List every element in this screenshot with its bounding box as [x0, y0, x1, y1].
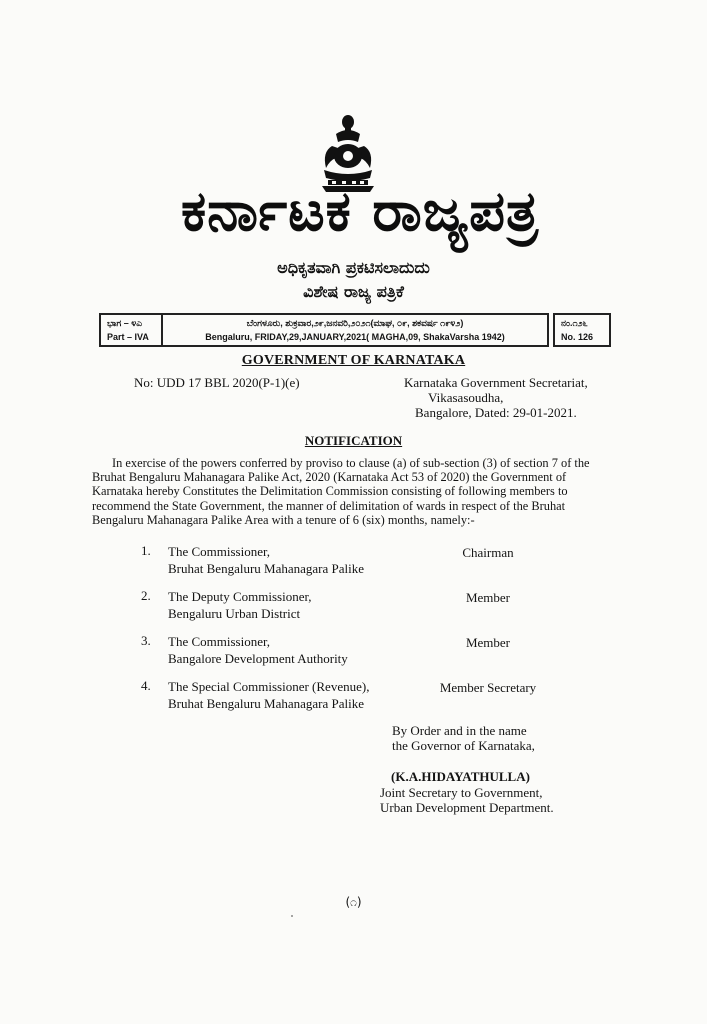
issue-number-kannada: ನಂ.೧೨೬	[561, 318, 588, 328]
member-role: Chairman	[462, 545, 514, 560]
member-line: Bruhat Bengaluru Mahanagara Palike	[168, 561, 365, 576]
signatory-name: (K.A.HIDAYATHULLA)	[391, 769, 530, 784]
address-line: Karnataka Government Secretariat,	[404, 375, 588, 390]
designation-line: Urban Development Department.	[380, 800, 554, 815]
issuing-address	[404, 375, 588, 420]
date-english: Bengaluru, FRIDAY,29,JANUARY,2021( MAGHA,09, ShakaVarsha 1942)	[205, 332, 505, 342]
order-authority	[392, 723, 535, 753]
paragraph-line: recommend the State Government, the manner of delimitation of wards in respect of the Bruhat	[92, 498, 566, 513]
paragraph-line: In exercise of the powers conferred by proviso to clause (a) of sub-section (3) of section 7 of the	[112, 456, 590, 470]
part-english: Part – IVA	[107, 332, 149, 342]
notification-paragraph	[92, 456, 608, 527]
member-role: Member	[465, 590, 511, 605]
gazette-masthead: ಕರ್ನಾಟಕ ರಾಜ್ಯಪತ್ರ	[180, 179, 540, 244]
member-line: The Commissioner,	[168, 634, 271, 649]
date-kannada: ಬೆಂಗಳೂರು, ಶುಕ್ರವಾರ,೨೯,ಜನವರಿ,೨೦೨೧(ಮಾಘ, ೦೯, ಶಕವರ್ಷ ೧೯೪೨)	[246, 318, 464, 328]
member-line: The Special Commissioner (Revenue),	[168, 679, 370, 694]
issue-number-english: No. 126	[561, 332, 594, 342]
order-line: the Governor of Karnataka,	[392, 738, 535, 753]
order-line: By Order and in the name	[392, 723, 527, 738]
member-designation	[168, 588, 312, 622]
address-line: Vikasasoudha,	[428, 390, 504, 405]
member-number: 1.	[141, 543, 151, 558]
government-heading: GOVERNMENT OF KARNATAKA	[241, 353, 466, 368]
member-line: Bruhat Bengaluru Mahanagara Palike	[168, 696, 365, 711]
paragraph-line: Bruhat Bengaluru Mahanagara Palike Act, 2020 (Karnataka Act 53 of 2020) the Government of	[92, 470, 567, 485]
member-number: 2.	[141, 588, 151, 603]
issue-number-box	[553, 313, 611, 347]
speck	[291, 915, 293, 917]
signatory-designation	[380, 785, 554, 815]
gazette-subtitle-published: ಅಧಿಕೃತವಾಗಿ ಪ್ರಕಟಿಸಲಾದುದು	[277, 258, 430, 277]
date-box	[163, 313, 549, 347]
page-number: (೧)	[345, 895, 362, 909]
member-number: 3.	[141, 633, 151, 648]
member-line: Bengaluru Urban District	[168, 606, 301, 621]
member-line: Bangalore Development Authority	[168, 651, 348, 666]
member-role: Member Secretary	[439, 680, 537, 695]
order-number: No: UDD 17 BBL 2020(P-1)(e)	[134, 375, 300, 390]
address-line: Bangalore, Dated: 29-01-2021.	[415, 405, 577, 420]
part-box	[99, 313, 163, 347]
paragraph-line: Karnataka hereby Constitutes the Delimitation Commission consisting of following members to	[92, 484, 568, 499]
member-role: Member	[465, 635, 511, 650]
paragraph-line: Bengaluru Mahanagara Palike Area with a tenure of 6 (six) months, namely:-	[92, 512, 475, 527]
notification-title: NOTIFICATION	[304, 433, 403, 448]
member-number: 4.	[141, 678, 151, 693]
designation-line: Joint Secretary to Government,	[380, 785, 543, 800]
member-designation	[168, 633, 348, 667]
member-line: The Deputy Commissioner,	[168, 589, 312, 604]
part-kannada: ಭಾಗ – ೪ಎ	[107, 318, 143, 328]
member-designation	[168, 543, 364, 577]
member-line: The Commissioner,	[168, 544, 271, 559]
member-designation	[168, 678, 369, 712]
gazette-subtitle-extraordinary: ವಿಶೇಷ ರಾಜ್ಯ ಪತ್ರಿಕೆ	[303, 282, 404, 301]
